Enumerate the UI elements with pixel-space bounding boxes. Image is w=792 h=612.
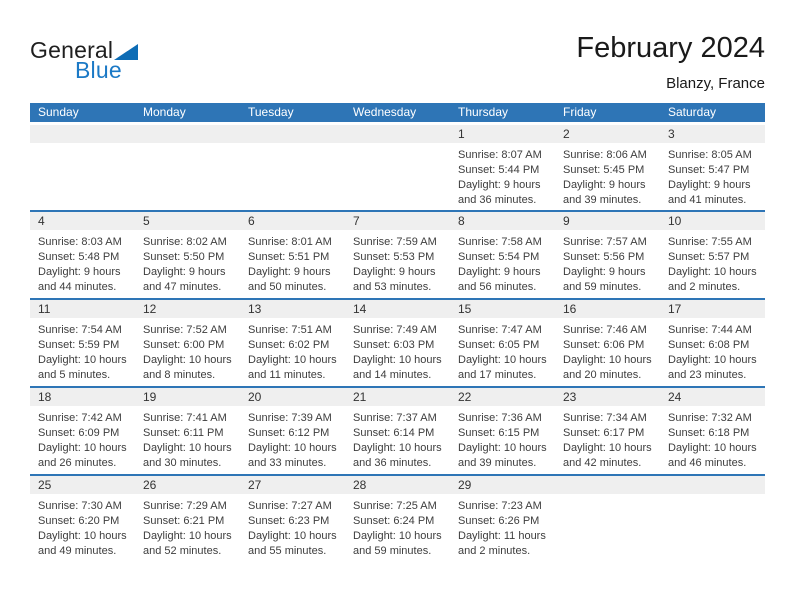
daylight-text-line1: Daylight: 10 hours [668, 266, 757, 278]
day-cell [555, 299, 660, 387]
day-cell [240, 387, 345, 475]
day-details [240, 230, 345, 295]
daylight-text-line2: and 46 minutes. [668, 457, 747, 469]
day-cell [345, 211, 450, 299]
daylight-text-line1: Daylight: 10 hours [353, 530, 442, 542]
day-number: 17 [660, 300, 765, 318]
day-number-empty [345, 125, 450, 143]
sunrise-text: Sunrise: 7:39 AM [248, 412, 332, 424]
sunset-text: Sunset: 5:48 PM [38, 251, 120, 263]
page-title: February 2024 [576, 32, 765, 64]
day-details [30, 230, 135, 295]
daylight-text-line2: and 2 minutes. [668, 281, 741, 293]
day-number-empty [30, 125, 135, 143]
day-number: 10 [660, 212, 765, 230]
sunset-text: Sunset: 6:02 PM [248, 339, 330, 351]
day-details [240, 494, 345, 559]
daylight-text-line1: Daylight: 10 hours [458, 354, 547, 366]
day-details [30, 494, 135, 559]
sunset-text: Sunset: 5:47 PM [668, 163, 750, 176]
sunset-text: Sunset: 6:14 PM [353, 427, 435, 439]
general-blue-logo [30, 37, 138, 84]
daylight-text-line2: and 50 minutes. [248, 281, 327, 293]
day-number-empty [135, 125, 240, 143]
empty-day-cell [135, 123, 240, 211]
day-cell [240, 299, 345, 387]
daylight-text-line1: Daylight: 9 hours [248, 266, 331, 278]
daylight-text-line1: Daylight: 10 hours [143, 354, 232, 366]
daylight-text-line2: and 20 minutes. [563, 369, 642, 381]
sunset-text: Sunset: 6:15 PM [458, 427, 540, 439]
page-subtitle-location: Blanzy, France [666, 75, 765, 92]
sunrise-text: Sunrise: 8:06 AM [563, 148, 647, 161]
day-cell [660, 299, 765, 387]
week-row [30, 299, 765, 387]
daylight-text-line1: Daylight: 9 hours [668, 178, 751, 191]
sunrise-text: Sunrise: 8:03 AM [38, 236, 122, 248]
daylight-text-line2: and 33 minutes. [248, 457, 327, 469]
day-details [135, 406, 240, 471]
daylight-text-line2: and 39 minutes. [458, 457, 537, 469]
day-details [450, 318, 555, 383]
day-number-empty [240, 125, 345, 143]
daylight-text-line2: and 42 minutes. [563, 457, 642, 469]
day-details [345, 494, 450, 559]
daylight-text-line2: and 17 minutes. [458, 369, 537, 381]
day-cell [450, 475, 555, 563]
daylight-text-line2: and 59 minutes. [563, 281, 642, 293]
day-cell [450, 211, 555, 299]
sunrise-text: Sunrise: 7:25 AM [353, 500, 437, 512]
daylight-text-line2: and 59 minutes. [353, 545, 432, 557]
day-number: 25 [30, 476, 135, 494]
day-number: 16 [555, 300, 660, 318]
weekday-header-thursday: Thursday [450, 103, 555, 123]
day-number: 13 [240, 300, 345, 318]
sunset-text: Sunset: 5:54 PM [458, 251, 540, 263]
daylight-text-line1: Daylight: 9 hours [353, 266, 436, 278]
day-cell [30, 387, 135, 475]
week-row [30, 475, 765, 563]
day-cell [135, 387, 240, 475]
sunset-text: Sunset: 6:03 PM [353, 339, 435, 351]
sunset-text: Sunset: 5:59 PM [38, 339, 120, 351]
sunset-text: Sunset: 6:26 PM [458, 515, 540, 527]
sunrise-text: Sunrise: 7:57 AM [563, 236, 647, 248]
sunrise-text: Sunrise: 7:59 AM [353, 236, 437, 248]
calendar-weekday-header [30, 103, 765, 123]
day-details [555, 230, 660, 295]
day-cell [450, 123, 555, 211]
daylight-text-line1: Daylight: 10 hours [458, 442, 547, 454]
weekday-header-row [30, 103, 765, 123]
day-details [345, 406, 450, 471]
daylight-text-line1: Daylight: 10 hours [353, 442, 442, 454]
daylight-text-line2: and 8 minutes. [143, 369, 216, 381]
weekday-header-saturday: Saturday [660, 103, 765, 123]
daylight-text-line2: and 39 minutes. [563, 193, 642, 206]
week-row [30, 387, 765, 475]
sunrise-text: Sunrise: 7:49 AM [353, 324, 437, 336]
daylight-text-line2: and 52 minutes. [143, 545, 222, 557]
daylight-text-line1: Daylight: 10 hours [143, 530, 232, 542]
day-number: 5 [135, 212, 240, 230]
sunset-text: Sunset: 5:53 PM [353, 251, 435, 263]
day-number: 29 [450, 476, 555, 494]
daylight-text-line1: Daylight: 9 hours [458, 178, 541, 191]
day-details [555, 143, 660, 208]
sunrise-text: Sunrise: 7:54 AM [38, 324, 122, 336]
day-number: 20 [240, 388, 345, 406]
week-row [30, 123, 765, 211]
daylight-text-line2: and 11 minutes. [248, 369, 326, 381]
day-details [555, 318, 660, 383]
day-number: 27 [240, 476, 345, 494]
daylight-text-line1: Daylight: 10 hours [248, 442, 337, 454]
day-number: 2 [555, 125, 660, 143]
day-number: 24 [660, 388, 765, 406]
day-details [135, 494, 240, 559]
day-number: 8 [450, 212, 555, 230]
daylight-text-line1: Daylight: 10 hours [143, 442, 232, 454]
day-details [345, 318, 450, 383]
sunset-text: Sunset: 5:50 PM [143, 251, 225, 263]
week-row [30, 211, 765, 299]
daylight-text-line2: and 53 minutes. [353, 281, 432, 293]
sunrise-text: Sunrise: 7:46 AM [563, 324, 647, 336]
day-number: 12 [135, 300, 240, 318]
empty-day-cell [660, 475, 765, 563]
day-number: 19 [135, 388, 240, 406]
daylight-text-line2: and 49 minutes. [38, 545, 117, 557]
day-number: 6 [240, 212, 345, 230]
daylight-text-line1: Daylight: 10 hours [353, 354, 442, 366]
sunset-text: Sunset: 6:23 PM [248, 515, 330, 527]
day-details [345, 230, 450, 295]
sunset-text: Sunset: 6:09 PM [38, 427, 120, 439]
sunrise-text: Sunrise: 7:29 AM [143, 500, 227, 512]
daylight-text-line1: Daylight: 10 hours [563, 354, 652, 366]
sunset-text: Sunset: 6:06 PM [563, 339, 645, 351]
day-cell [555, 387, 660, 475]
daylight-text-line1: Daylight: 10 hours [38, 442, 127, 454]
daylight-text-line1: Daylight: 9 hours [143, 266, 226, 278]
daylight-text-line1: Daylight: 9 hours [38, 266, 121, 278]
day-cell [135, 475, 240, 563]
sunset-text: Sunset: 5:44 PM [458, 163, 540, 176]
sunrise-text: Sunrise: 8:02 AM [143, 236, 227, 248]
sunset-text: Sunset: 6:21 PM [143, 515, 225, 527]
day-cell [135, 211, 240, 299]
sunset-text: Sunset: 6:08 PM [668, 339, 750, 351]
day-details [660, 318, 765, 383]
sunrise-text: Sunrise: 7:58 AM [458, 236, 542, 248]
day-details [240, 318, 345, 383]
day-number: 1 [450, 125, 555, 143]
empty-day-cell [240, 123, 345, 211]
daylight-text-line2: and 14 minutes. [353, 369, 432, 381]
day-details [135, 230, 240, 295]
day-number: 26 [135, 476, 240, 494]
sunrise-text: Sunrise: 7:42 AM [38, 412, 122, 424]
calendar-body [30, 123, 765, 563]
sunrise-text: Sunrise: 7:51 AM [248, 324, 332, 336]
day-cell [240, 211, 345, 299]
sunrise-text: Sunrise: 7:41 AM [143, 412, 227, 424]
sunrise-text: Sunrise: 7:34 AM [563, 412, 647, 424]
day-details [450, 406, 555, 471]
empty-day-cell [345, 123, 450, 211]
day-cell [30, 475, 135, 563]
day-number: 23 [555, 388, 660, 406]
daylight-text-line2: and 36 minutes. [458, 193, 537, 206]
day-cell [660, 211, 765, 299]
daylight-text-line2: and 26 minutes. [38, 457, 117, 469]
daylight-text-line2: and 2 minutes. [458, 545, 531, 557]
daylight-text-line1: Daylight: 11 hours [458, 530, 546, 542]
day-details [30, 318, 135, 383]
sunrise-text: Sunrise: 7:36 AM [458, 412, 542, 424]
sunrise-text: Sunrise: 8:05 AM [668, 148, 752, 161]
day-cell [660, 387, 765, 475]
daylight-text-line1: Daylight: 10 hours [668, 442, 757, 454]
calendar-table [30, 103, 765, 563]
day-details [660, 143, 765, 208]
daylight-text-line1: Daylight: 10 hours [248, 354, 337, 366]
empty-day-cell [30, 123, 135, 211]
sunrise-text: Sunrise: 7:30 AM [38, 500, 122, 512]
day-cell [240, 475, 345, 563]
day-number: 3 [660, 125, 765, 143]
sunset-text: Sunset: 6:18 PM [668, 427, 750, 439]
day-cell [555, 123, 660, 211]
day-cell [345, 387, 450, 475]
sunrise-text: Sunrise: 7:47 AM [458, 324, 542, 336]
day-cell [345, 299, 450, 387]
day-cell [135, 299, 240, 387]
sunrise-text: Sunrise: 7:44 AM [668, 324, 752, 336]
sunrise-text: Sunrise: 8:07 AM [458, 148, 542, 161]
daylight-text-line2: and 44 minutes. [38, 281, 117, 293]
sunset-text: Sunset: 5:45 PM [563, 163, 645, 176]
daylight-text-line1: Daylight: 10 hours [248, 530, 337, 542]
day-details [660, 406, 765, 471]
sunrise-text: Sunrise: 7:27 AM [248, 500, 332, 512]
day-details [450, 494, 555, 559]
sunset-text: Sunset: 6:05 PM [458, 339, 540, 351]
logo-text-blue: Blue [75, 57, 122, 83]
daylight-text-line1: Daylight: 10 hours [668, 354, 757, 366]
day-number: 14 [345, 300, 450, 318]
day-details [240, 406, 345, 471]
day-number-empty [660, 476, 765, 494]
sunset-text: Sunset: 6:12 PM [248, 427, 330, 439]
day-cell [555, 211, 660, 299]
daylight-text-line1: Daylight: 9 hours [458, 266, 541, 278]
sunrise-text: Sunrise: 7:55 AM [668, 236, 752, 248]
sunset-text: Sunset: 5:56 PM [563, 251, 645, 263]
sunrise-text: Sunrise: 7:52 AM [143, 324, 227, 336]
day-cell [660, 123, 765, 211]
daylight-text-line2: and 47 minutes. [143, 281, 222, 293]
daylight-text-line2: and 23 minutes. [668, 369, 747, 381]
daylight-text-line2: and 56 minutes. [458, 281, 537, 293]
sunset-text: Sunset: 6:17 PM [563, 427, 645, 439]
sunrise-text: Sunrise: 7:32 AM [668, 412, 752, 424]
sunset-text: Sunset: 6:20 PM [38, 515, 120, 527]
empty-day-cell [555, 475, 660, 563]
day-details [450, 143, 555, 208]
day-cell [345, 475, 450, 563]
daylight-text-line2: and 5 minutes. [38, 369, 111, 381]
daylight-text-line2: and 36 minutes. [353, 457, 432, 469]
daylight-text-line1: Daylight: 10 hours [38, 354, 127, 366]
sunset-text: Sunset: 6:24 PM [353, 515, 435, 527]
day-cell [30, 211, 135, 299]
weekday-header-friday: Friday [555, 103, 660, 123]
day-number: 4 [30, 212, 135, 230]
daylight-text-line1: Daylight: 9 hours [563, 178, 646, 191]
day-details [30, 406, 135, 471]
sunset-text: Sunset: 5:51 PM [248, 251, 330, 263]
sunset-text: Sunset: 6:11 PM [143, 427, 224, 439]
day-number-empty [555, 476, 660, 494]
day-number: 7 [345, 212, 450, 230]
day-details [450, 230, 555, 295]
day-number: 11 [30, 300, 135, 318]
day-details [660, 230, 765, 295]
sunset-text: Sunset: 6:00 PM [143, 339, 225, 351]
sunrise-text: Sunrise: 7:37 AM [353, 412, 437, 424]
day-details [135, 318, 240, 383]
weekday-header-tuesday: Tuesday [240, 103, 345, 123]
weekday-header-sunday: Sunday [30, 103, 135, 123]
daylight-text-line1: Daylight: 10 hours [563, 442, 652, 454]
day-number: 15 [450, 300, 555, 318]
day-number: 22 [450, 388, 555, 406]
daylight-text-line2: and 55 minutes. [248, 545, 327, 557]
day-number: 28 [345, 476, 450, 494]
day-number: 21 [345, 388, 450, 406]
day-number: 9 [555, 212, 660, 230]
daylight-text-line1: Daylight: 9 hours [563, 266, 646, 278]
logo-text-general: General [30, 37, 114, 63]
daylight-text-line2: and 30 minutes. [143, 457, 222, 469]
day-cell [30, 299, 135, 387]
day-number: 18 [30, 388, 135, 406]
day-cell [450, 387, 555, 475]
weekday-header-monday: Monday [135, 103, 240, 123]
day-details [555, 406, 660, 471]
weekday-header-wednesday: Wednesday [345, 103, 450, 123]
sunset-text: Sunset: 5:57 PM [668, 251, 750, 263]
daylight-text-line1: Daylight: 10 hours [38, 530, 127, 542]
sunrise-text: Sunrise: 7:23 AM [458, 500, 542, 512]
sunrise-text: Sunrise: 8:01 AM [248, 236, 332, 248]
daylight-text-line2: and 41 minutes. [668, 193, 747, 206]
day-cell [450, 299, 555, 387]
